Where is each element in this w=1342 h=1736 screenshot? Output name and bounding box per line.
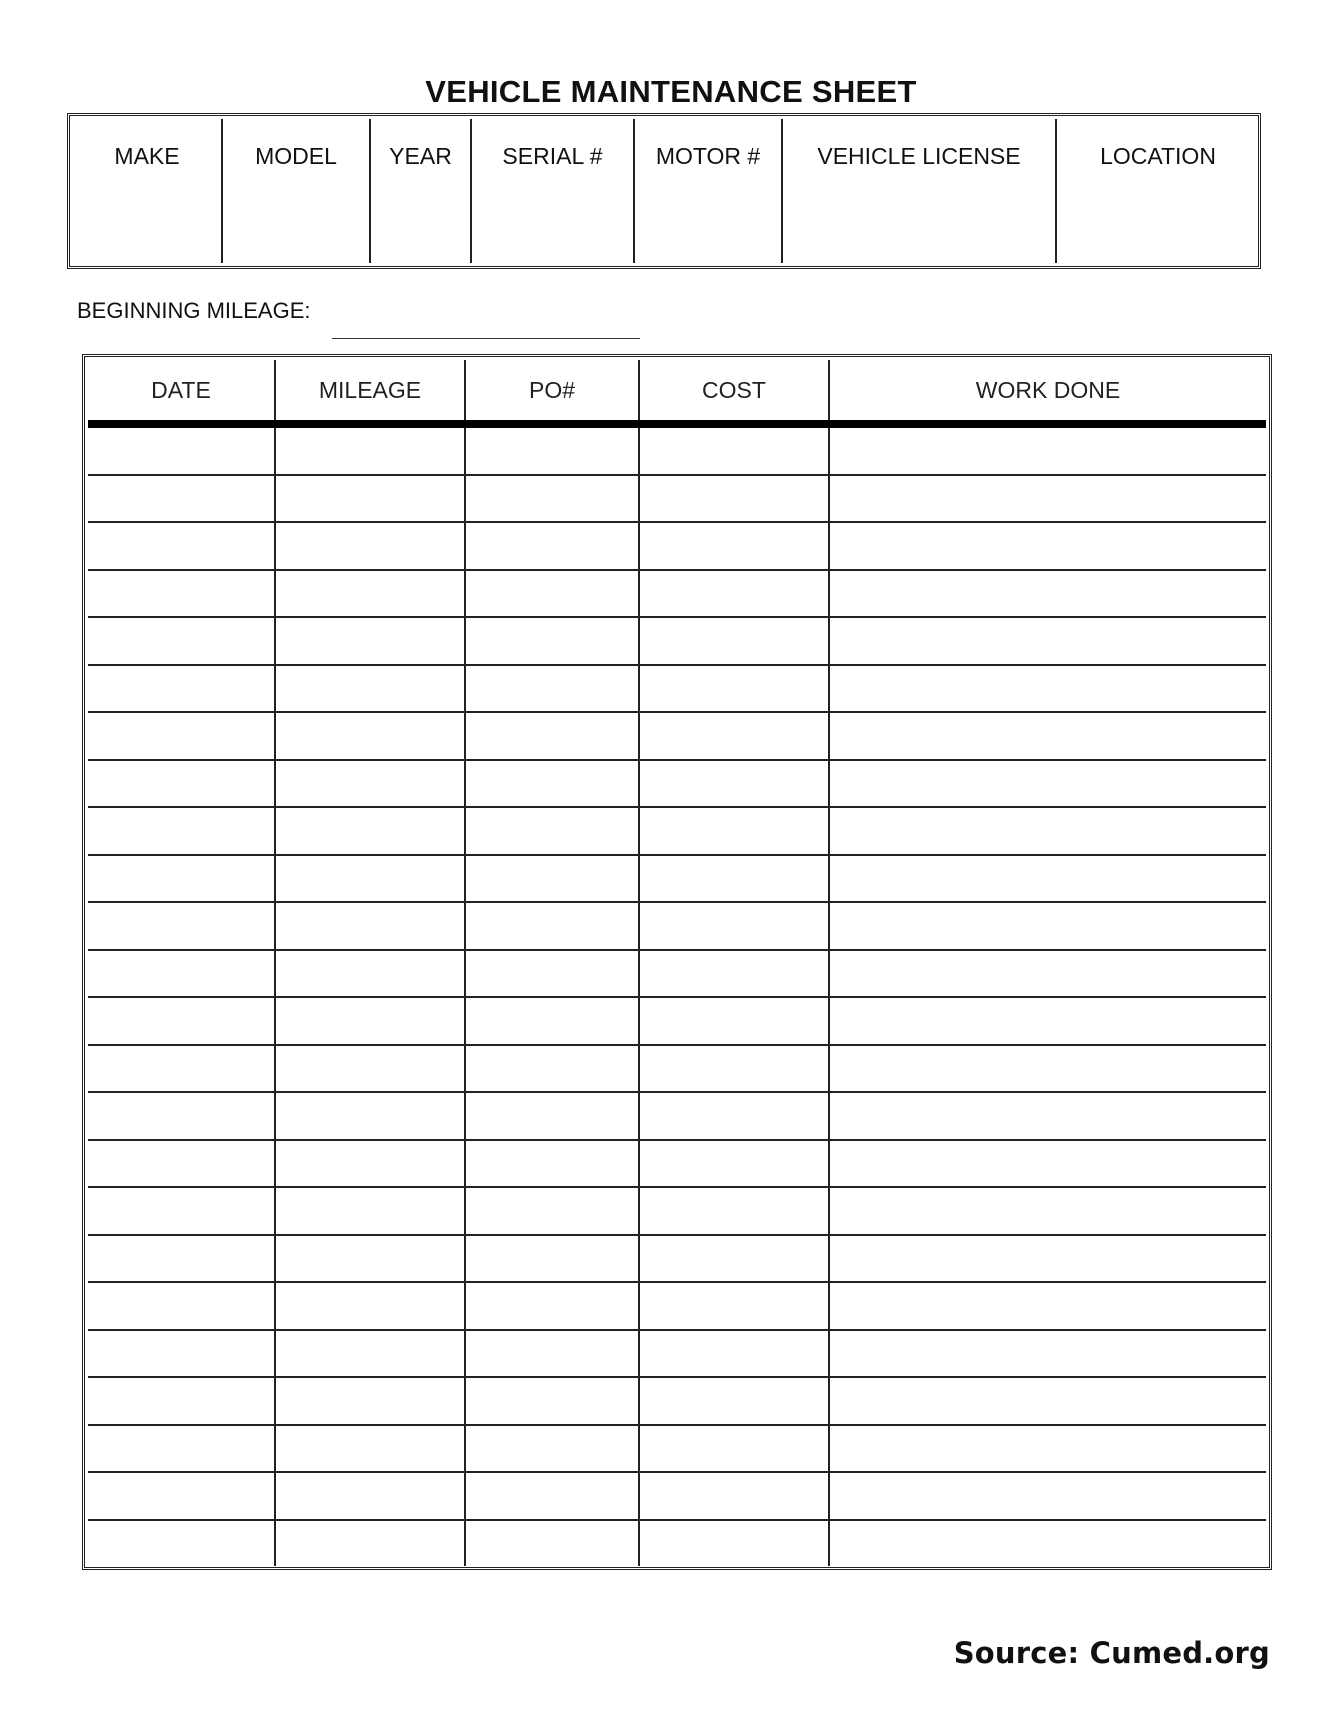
date-cell[interactable] [88, 475, 275, 523]
mileage-column-header: MILEAGE [275, 360, 465, 424]
date-cell[interactable] [88, 1377, 275, 1425]
table-row [88, 1330, 1266, 1378]
table-row [88, 1045, 1266, 1093]
mileage-cell[interactable] [275, 617, 465, 665]
cost-cell[interactable] [639, 424, 829, 475]
cost-cell[interactable] [639, 997, 829, 1045]
table-row [88, 902, 1266, 950]
vehicle-info-table [73, 119, 1259, 263]
cost-column-header: COST [639, 360, 829, 424]
date-cell[interactable] [88, 902, 275, 950]
po-cell[interactable] [465, 1425, 639, 1473]
table-row [88, 570, 1266, 618]
work-done-cell[interactable] [829, 997, 1266, 1045]
date-cell[interactable] [88, 1187, 275, 1235]
table-row [88, 1425, 1266, 1473]
po-cell[interactable] [465, 1187, 639, 1235]
date-cell[interactable] [88, 807, 275, 855]
date-cell[interactable] [88, 522, 275, 570]
table-row [88, 760, 1266, 808]
cost-cell[interactable] [639, 807, 829, 855]
date-cell[interactable] [88, 424, 275, 475]
mileage-cell[interactable] [275, 1282, 465, 1330]
table-row [88, 997, 1266, 1045]
mileage-cell[interactable] [275, 1140, 465, 1188]
po-cell[interactable] [465, 1140, 639, 1188]
table-row [88, 712, 1266, 760]
cost-cell[interactable] [639, 617, 829, 665]
date-cell[interactable] [88, 1282, 275, 1330]
po-cell[interactable] [465, 950, 639, 998]
cost-cell[interactable] [639, 902, 829, 950]
maintenance-log-table [88, 360, 1266, 1566]
work-done-cell[interactable] [829, 712, 1266, 760]
po-cell[interactable] [465, 997, 639, 1045]
date-cell[interactable] [88, 570, 275, 618]
mileage-cell[interactable] [275, 1092, 465, 1140]
cost-cell[interactable] [639, 1425, 829, 1473]
po-cell[interactable] [465, 522, 639, 570]
work-done-cell[interactable] [829, 424, 1266, 475]
cost-cell[interactable] [639, 1520, 829, 1567]
cost-cell[interactable] [639, 475, 829, 523]
date-cell[interactable] [88, 1330, 275, 1378]
date-cell[interactable] [88, 712, 275, 760]
date-cell[interactable] [88, 617, 275, 665]
beginning-mileage-input-line[interactable] [332, 338, 640, 339]
date-cell[interactable] [88, 1235, 275, 1283]
model-field[interactable]: MODEL [222, 119, 370, 263]
work-done-cell[interactable] [829, 617, 1266, 665]
vehicle-info-box [67, 113, 1261, 269]
cost-cell[interactable] [639, 570, 829, 618]
date-cell[interactable] [88, 950, 275, 998]
date-cell[interactable] [88, 997, 275, 1045]
table-row [88, 424, 1266, 475]
work-done-cell[interactable] [829, 1282, 1266, 1330]
work-done-cell[interactable] [829, 570, 1266, 618]
work-done-cell[interactable] [829, 855, 1266, 903]
work-done-cell[interactable] [829, 522, 1266, 570]
table-row [88, 807, 1266, 855]
cost-cell[interactable] [639, 950, 829, 998]
table-row [88, 617, 1266, 665]
po-cell[interactable] [465, 1092, 639, 1140]
make-field[interactable]: MAKE [114, 143, 180, 169]
table-row [88, 855, 1266, 903]
po-cell[interactable] [465, 712, 639, 760]
motor-field[interactable]: MOTOR # [634, 119, 782, 263]
cost-cell[interactable] [639, 1282, 829, 1330]
po-cell[interactable] [465, 760, 639, 808]
date-column-header: DATE [88, 360, 275, 424]
mileage-cell[interactable] [275, 424, 465, 475]
mileage-cell[interactable] [275, 1520, 465, 1567]
work-done-cell[interactable] [829, 1045, 1266, 1093]
cost-cell[interactable] [639, 712, 829, 760]
mileage-cell[interactable] [275, 1425, 465, 1473]
po-cell[interactable] [465, 424, 639, 475]
cost-cell[interactable] [639, 760, 829, 808]
date-cell[interactable] [88, 1472, 275, 1520]
mileage-cell[interactable] [275, 712, 465, 760]
date-cell[interactable] [88, 1092, 275, 1140]
work-done-cell[interactable] [829, 950, 1266, 998]
cost-cell[interactable] [639, 1045, 829, 1093]
table-row [88, 665, 1266, 713]
mileage-cell[interactable] [275, 522, 465, 570]
work-done-cell[interactable] [829, 1330, 1266, 1378]
table-row [88, 1187, 1266, 1235]
po-cell[interactable] [465, 617, 639, 665]
table-row [88, 475, 1266, 523]
vehicle-license-field[interactable]: VEHICLE LICENSE [782, 119, 1056, 263]
work-done-cell[interactable] [829, 1235, 1266, 1283]
cost-cell[interactable] [639, 1187, 829, 1235]
mileage-cell[interactable] [275, 1377, 465, 1425]
location-field[interactable]: LOCATION [1056, 119, 1259, 263]
mileage-cell[interactable] [275, 1330, 465, 1378]
work-done-cell[interactable] [829, 1187, 1266, 1235]
po-cell[interactable] [465, 1045, 639, 1093]
cost-cell[interactable] [639, 1235, 829, 1283]
cost-cell[interactable] [639, 1330, 829, 1378]
po-cell[interactable] [465, 475, 639, 523]
po-cell[interactable] [465, 1330, 639, 1378]
date-cell[interactable] [88, 855, 275, 903]
table-row [88, 1472, 1266, 1520]
mileage-cell[interactable] [275, 665, 465, 713]
date-cell[interactable] [88, 1425, 275, 1473]
date-cell[interactable] [88, 760, 275, 808]
po-cell[interactable] [465, 1235, 639, 1283]
work-done-cell[interactable] [829, 475, 1266, 523]
po-cell[interactable] [465, 855, 639, 903]
source-credit: Source: Cumed.org [953, 1636, 1270, 1670]
table-row [88, 1092, 1266, 1140]
mileage-cell[interactable] [275, 760, 465, 808]
po-cell[interactable] [465, 1520, 639, 1567]
date-cell[interactable] [88, 665, 275, 713]
sheet-title: VEHICLE MAINTENANCE SHEET [425, 74, 917, 109]
mileage-cell[interactable] [275, 1187, 465, 1235]
cost-cell[interactable] [639, 522, 829, 570]
table-row [88, 1235, 1266, 1283]
mileage-cell[interactable] [275, 807, 465, 855]
cost-cell[interactable] [639, 1472, 829, 1520]
mileage-cell[interactable] [275, 997, 465, 1045]
po-cell[interactable] [465, 1282, 639, 1330]
table-row [88, 1377, 1266, 1425]
work-done-cell[interactable] [829, 760, 1266, 808]
table-row [88, 522, 1266, 570]
work-done-column-header: WORK DONE [829, 360, 1266, 424]
work-done-cell[interactable] [829, 1140, 1266, 1188]
mileage-cell[interactable] [275, 1472, 465, 1520]
serial-field[interactable]: SERIAL # [471, 119, 634, 263]
mileage-cell[interactable] [275, 1045, 465, 1093]
beginning-mileage-label: BEGINNING MILEAGE: [77, 298, 311, 323]
table-row [88, 950, 1266, 998]
table-row [88, 1282, 1266, 1330]
mileage-cell[interactable] [275, 855, 465, 903]
po-cell[interactable] [465, 1377, 639, 1425]
cost-cell[interactable] [639, 1377, 829, 1425]
po-column-header: PO# [465, 360, 639, 424]
cost-cell[interactable] [639, 665, 829, 713]
year-field[interactable]: YEAR [370, 119, 471, 263]
po-cell[interactable] [465, 570, 639, 618]
cost-cell[interactable] [639, 1140, 829, 1188]
maintenance-log-body [88, 424, 1266, 1566]
date-cell[interactable] [88, 1520, 275, 1567]
mileage-cell[interactable] [275, 950, 465, 998]
mileage-cell[interactable] [275, 570, 465, 618]
work-done-cell[interactable] [829, 1092, 1266, 1140]
work-done-cell[interactable] [829, 1377, 1266, 1425]
po-cell[interactable] [465, 902, 639, 950]
date-cell[interactable] [88, 1140, 275, 1188]
work-done-cell[interactable] [829, 902, 1266, 950]
work-done-cell[interactable] [829, 1472, 1266, 1520]
maintenance-log-box [82, 354, 1272, 1570]
table-row [88, 1520, 1266, 1567]
work-done-cell[interactable] [829, 1425, 1266, 1473]
po-cell[interactable] [465, 665, 639, 713]
work-done-cell[interactable] [829, 665, 1266, 713]
mileage-cell[interactable] [275, 902, 465, 950]
mileage-cell[interactable] [275, 1235, 465, 1283]
po-cell[interactable] [465, 807, 639, 855]
po-cell[interactable] [465, 1472, 639, 1520]
date-cell[interactable] [88, 1045, 275, 1093]
cost-cell[interactable] [639, 1092, 829, 1140]
work-done-cell[interactable] [829, 1520, 1266, 1567]
table-row [88, 1140, 1266, 1188]
cost-cell[interactable] [639, 855, 829, 903]
mileage-cell[interactable] [275, 475, 465, 523]
work-done-cell[interactable] [829, 807, 1266, 855]
